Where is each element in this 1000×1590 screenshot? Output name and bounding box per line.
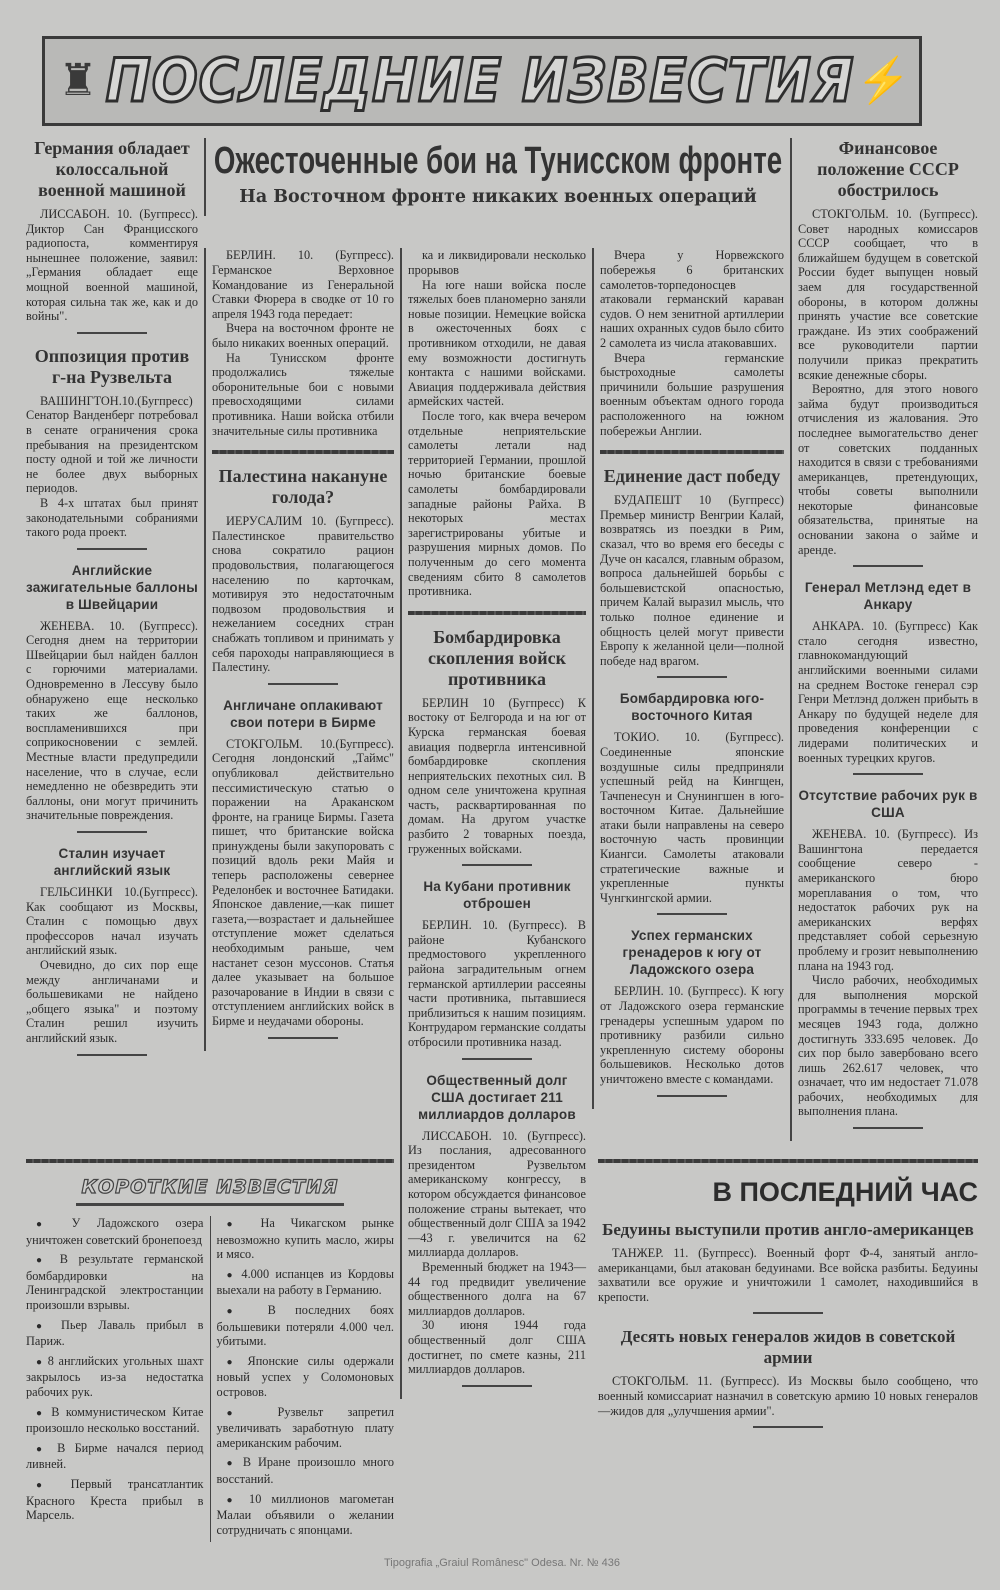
section-rule (26, 1159, 394, 1163)
article-paragraph (408, 696, 586, 857)
article-dateline: ТОКИО. 10. (Бугпресс). (614, 730, 784, 745)
short-news-left (26, 1216, 204, 1542)
article-text: Вчера у Норвежского побережья 6 британских самолетов-торпедоносцев атаковали германский караван судов. О нем зенитной артиллерии наших охранных судов было сбито 2 самолета из числа атаковавших. (600, 248, 784, 351)
article (26, 562, 198, 833)
article-paragraph (798, 207, 978, 382)
article-paragraph (212, 321, 394, 350)
short-news-item (26, 1477, 204, 1523)
article-text: После того, как вчера вечером отдельные неприятельские самолеты летали над территорией Германии, прошлой ночью британские боевые самолеты бомбардировали западные районы Райха. В некоторых местах зарегистрированы убитые и разрушения мирных домов. По полученным до сего момента сведениям сбито 8 самолетов противника. (408, 409, 586, 599)
article-text: Премьер министр Венгрии Калай, возвратясь из поездки в Рим, сказал, что во время его беседы с Дуче он касался, главным образом, вопроса дальнейшей борьбы с большевистской опасностью, причем Калай выразил мысль, что только полное единение и общность целей могут привести Европу к желанной цели—полной победе над врагом. (600, 507, 784, 668)
article-paragraph (408, 1129, 586, 1260)
article-paragraph (600, 493, 784, 668)
short-news-text: В Иране произошло много восстаний. (216, 1455, 394, 1486)
bullet-icon: ● (36, 1479, 71, 1491)
short-news-text: 10 миллионов магометан Малаи объявили о желании сотрудничать с японцами. (216, 1491, 394, 1537)
article-dateline: ТАНЖЕР. 11. (Бугпресс). (612, 1246, 757, 1261)
article-headline: Успех германских гренадеров к югу от Ладожского озера (622, 928, 762, 978)
article-paragraph (798, 973, 978, 1119)
article-paragraph (26, 619, 198, 823)
article-headline: Английские зажигательные баллоны в Швейцарии (26, 562, 198, 612)
short-news-text: В коммунистическом Китае произошло несколько восстаний. (26, 1404, 204, 1436)
article (26, 845, 198, 1056)
bullet-icon: ● (226, 1219, 261, 1231)
article-separator (657, 1095, 727, 1097)
bullet-icon: ● (36, 1255, 60, 1267)
article-paragraph (408, 409, 586, 599)
short-news-item (217, 1216, 395, 1262)
article (408, 878, 586, 1059)
short-news-text: 4.000 испанцев из Кордовы выехали на работу в Германию. (216, 1266, 395, 1298)
short-news-section (26, 1151, 400, 1542)
column-1 (26, 138, 204, 1068)
bullet-icon: ● (226, 1269, 242, 1281)
article-dateline: БУДАПЕШТ 10 (Бугпресс) (614, 493, 784, 508)
article (600, 466, 784, 678)
short-news-item (217, 1267, 395, 1298)
article-text: Диктор Сан Францисского радиопоста, комментируя нынешнее положение, заявил: „Германия обладает еще мощной военной машиной, которая сильна так же, как и до войны". (26, 221, 198, 324)
article-text: Сегодня днем на территории Швейцарии был найден баллон с горючими материалами. Одновременно в Лессуву было обнаружено еще несколько таких же баллонов, воспламенившихся при соприкосновении с землей. Местные власти предупредили население, что в случае, если немедленно не обезвредить эти баллоны, они могут причинить значительные повреждения. (26, 633, 198, 823)
last-hour-banner: В ПОСЛЕДНИЙ ЧАС (712, 1177, 978, 1208)
article-headline: Отсутствие рабочих рук в США (798, 788, 978, 821)
article-paragraph (798, 827, 978, 973)
article-separator (462, 1385, 532, 1387)
article-text: К югу от Ладожского озера германские гренадеры успешным ударом по противнику разбили сильно укрепленную систему обороны большевиков. Несколько дотов уничтожено вместе с командами. (600, 984, 784, 1086)
masthead-title: ПОСЛЕДНИЕ ИЗВЕСТИЯ (105, 46, 854, 116)
article-dateline: АНКАРА. 10. (Бугпресс) (812, 619, 951, 634)
section-rule (598, 1159, 978, 1163)
article-paragraph (408, 1260, 586, 1318)
short-news-text: Пьер Лаваль прибыл в Париж. (26, 1317, 204, 1349)
article-text: Военный форт Ф-4, занятый англо-американцами, был атакован бедуинами. Все войска разбиты. Бедуины захватили все оружие и уничтожили 1 самолет, находившийся в крепости. (598, 1246, 979, 1304)
article (598, 1326, 978, 1428)
article-text: К востоку от Белгорода и на юг от Курска германская боевая авиация подвергла интенсивной бомбардировке скопления неприятельских пехотных сил. В одном селе уничтожена крупная часть, расквартированная по домам. На другом участке разбито 2 товарных поезда, груженных войсками. (408, 695, 586, 856)
short-news-item (217, 1303, 395, 1349)
article-text: Временный бюджет на 1943—44 год предвидит увеличение общественного долга на 67 миллиардов долларов. (408, 1259, 586, 1318)
article-separator (77, 831, 147, 833)
article (212, 466, 394, 685)
masthead-title-box (103, 43, 856, 119)
article-text: В районе Кубанского предмостового укрепленного района заградительным огнем германской артиллерии рассеяны части противника, пытавшиеся приблизиться к нашим позициям. Контрударом германские солдаты отбросили противника назад. (408, 918, 586, 1049)
article-paragraph (408, 918, 586, 1049)
radio-tower-icon: ♜ (58, 56, 98, 105)
short-news-item (26, 1318, 204, 1349)
article-text: Соединенные японские воздушные силы предприняли успешный рейд на Кингщен, Тачпенесун и Снунингшен в юго-восточном Китае. Дальнейшие атаки были направлены на северо восточную часть провинции Киангси. Самолеты атаковали стратегические важные и укрепленные пункты Чунгкингской армии. (600, 744, 784, 905)
article-separator (268, 683, 338, 685)
article (798, 787, 978, 1129)
bullet-icon: ● (226, 1458, 243, 1470)
section-rule (600, 450, 784, 454)
article-text: Вчера германские быстроходные самолеты причинили большие разрушения военным объектам одного города расположенного на южном побережьи Англии. (600, 350, 784, 438)
article-headline: Десять новых генералов жидов в советской армии (620, 1327, 956, 1368)
article-dateline: БЕРЛИН. 10. (Бугпресс). (614, 984, 747, 999)
article-text: ка и ликвидировали несколько прорывов (408, 248, 586, 278)
article-paragraph (598, 1246, 978, 1304)
short-news-item (217, 1354, 395, 1400)
lead-subhead: На Восточном фронте никаких военных операций (239, 187, 757, 207)
article-dateline: ЖЕНЕВА. 10. (Бугпресс). (812, 827, 957, 842)
short-news-text: Первый трансатлантик Красного Креста прибыл в Марсель. (26, 1476, 204, 1523)
short-news-item (217, 1405, 395, 1451)
article-headline: Общественный долг США достигает 211 миллиардов долларов (418, 1072, 576, 1122)
article-dateline: БЕРЛИН. 10. (Бугпресс). (422, 918, 568, 933)
article-text: Сенатор Ванденберг потребовал в сенате ограничения срока пребывания на президентском посту одной и той же личности не более двух выборных периодов. (26, 408, 198, 496)
article-dateline: ЖЕНЕВА. 10. (Бугпресс). (40, 618, 198, 633)
lead-headline: Ожесточенные бои на Тунисском фронте (213, 140, 783, 182)
article (408, 1072, 586, 1387)
short-news-item (26, 1252, 204, 1312)
short-news-columns (26, 1216, 394, 1542)
article-dateline: СТОКГОЛЬМ. 11. (Бугпресс). (612, 1374, 780, 1389)
short-news-item (217, 1455, 395, 1486)
article-separator (462, 1058, 532, 1060)
short-news-text: На Чикагском рынке невозможно купить масло, жиры и мясо. (216, 1216, 394, 1262)
article-headline: На Кубани противник отброшен (423, 879, 571, 912)
article-paragraph (212, 351, 394, 439)
article-dateline: БЕРЛИН. 10. (Бугпресс). (226, 248, 394, 263)
article-headline: Единение даст победу (603, 466, 781, 487)
section-rule (76, 1203, 344, 1206)
article-headline: Палестина накануне голода? (218, 466, 388, 508)
article-dateline: ЛИССАБОН. 10. (Бугпресс). (40, 207, 198, 221)
section-rule (408, 611, 586, 615)
article-paragraph (212, 514, 394, 675)
column-2 (204, 248, 400, 1050)
article-dateline: ГЕЛЬСИНКИ 10.(Бугпресс). (40, 885, 198, 899)
article-headline: Оппозиция против г-на Рузвельта (34, 345, 190, 387)
article-paragraph (408, 1318, 586, 1376)
article-text: Палестинское правительство снова сократило рацион продовольствия, полагающегося населению по карточкам, мотивируя это недостаточным подвозом продовольствия и нежеланием соседних стран снабжать топливом и принимать у себя пароходы направляющиеся в Палестину. (212, 528, 394, 675)
section-rule (212, 450, 394, 454)
article-separator (268, 1037, 338, 1039)
article-separator (462, 864, 532, 866)
article-text: На Тунисском фронте продолжались тяжелые оборонительные бои с новыми превосходящими силами противника. Наши войска отбили значительные силы противника (212, 350, 394, 438)
article-headline: Финансовое положение СССР обострилось (817, 138, 959, 200)
article-paragraph (600, 351, 784, 439)
short-news-text: Японские силы одержали новый успех у Соломоновых островов. (216, 1353, 394, 1399)
short-news-text: У Ладожского озера уничтожен советский бронепоезд (26, 1216, 204, 1247)
article (600, 690, 784, 915)
article-paragraph (26, 958, 198, 1046)
bullet-icon: ● (226, 1306, 268, 1318)
short-news-item (26, 1405, 204, 1436)
short-news-text: Рузвельт запретил увеличивать заработную плату американским рабочим. (216, 1404, 394, 1450)
article (26, 138, 198, 334)
article-paragraph (408, 278, 586, 409)
article-text: Как стало сегодня известно, главнокомандующий английскими военными силами на среднем Востоке генерал сэр Генри Метлэнд должен прибыть в Анкару по будущей неделе для проведения конференции с лидерами политических и военных турецких кругов. (798, 619, 978, 765)
article-text: 30 июня 1944 года общественный долг США достигнет, по смете казны, 211 миллиардов долларов. (408, 1318, 586, 1377)
article-paragraph (26, 207, 198, 324)
article-separator (77, 1054, 147, 1056)
article-headline: Бомбардировка скопления войск противника (428, 626, 566, 689)
article (798, 138, 978, 567)
article-separator (753, 1312, 823, 1314)
short-news-text: В результате германской бомбардировки на Ленинградской электростанции произошли взрывы. (26, 1252, 204, 1313)
article-separator (853, 773, 923, 775)
article-separator (77, 332, 147, 334)
article-dateline: ВАШИНГТОН.10.(Бугпресс) (40, 393, 193, 408)
article (212, 697, 394, 1039)
article-dateline: БЕРЛИН 10 (Бугпресс) (422, 695, 564, 710)
lead-header (204, 138, 790, 216)
article-paragraph (26, 496, 198, 540)
article-paragraph (600, 984, 784, 1086)
short-news-item (26, 1216, 204, 1247)
column-3 (400, 248, 592, 1398)
article-text: Из Москвы было сообщено, что военный комиссариат назначил в советскую армию 10 новых генералов—жидов для „улучшения армии". (598, 1374, 978, 1418)
article-paragraph (600, 730, 784, 905)
article-text: Сегодня лондонский „Таймс" опубликовал действительно пессимистическую статью о поражении на Араканском фронте, на границе Бирмы. Газета пишет, что британские войска принуждены были закупоровать с позиций вдоль реки Майя и теперь расположены севернее Ределонбек и восточнее Батидаки. Японское давление,—как пишет газета,—возрастает и дальнейшее отступление может сделаться необходимым раньше, чем настанет сезон муссонов. Статья далее указывает на большое разочарование в Индии в связи с отступлением английских войск в Бирме и неудачами обороны. (212, 751, 394, 1028)
short-news-right (210, 1216, 395, 1542)
article-text: На юге наши войска после тяжелых боев планомерно заняли новые позиции. Немецкие войска в ожесточенных боях с противником отходили, не давая ему возможности достигнуть контакта с нашими войсками. Авиация поддерживала действия армейских частей. (408, 277, 586, 409)
article-paragraph (408, 248, 586, 277)
lightning-pylon-icon: ⚡ (856, 56, 911, 105)
article-headline: Германия обладает колоссальной военной машиной (34, 138, 190, 200)
bullet-icon: ● (36, 1443, 58, 1455)
article-text: Вероятно, для этого нового займа будут производиться отчисления из жалования. Это последнее вымогательство денег от советских подданных находится в связи с требованиями американцев, претендующих, чтобы советы выполнили некоторые финансовые обязательства, принятые на основании закона о займе и аренде. (798, 382, 978, 557)
article (26, 346, 198, 550)
lead-article-part (600, 248, 784, 438)
short-news-item (26, 1354, 204, 1400)
short-news-text: В Бирме начался период ливней. (26, 1440, 204, 1472)
article (600, 927, 784, 1096)
article-paragraph (26, 394, 198, 496)
lead-headline-box (212, 138, 784, 184)
article-text: Из послания, адресованного президентом Рузвельтом американскому конгрессу, в котором обсуждается финансовое положение страны вытекает, что общественный долг США за 1942—43 г. увеличится на 62 миллиарда долларов. (408, 1143, 586, 1260)
article-headline: Англичане оплакивают свои потери в Бирме (223, 697, 383, 730)
article-paragraph (598, 1374, 978, 1418)
article-separator (657, 913, 727, 915)
short-news-text: В последних боях большевики потеряли 4.000 чел. убитыми. (216, 1303, 394, 1349)
last-hour-section (592, 1151, 978, 1440)
printer-imprint: Tipografia „Graiul Românesc" Odesa. Nr. № 436 (383, 1557, 620, 1570)
short-news-title: КОРОТКИЕ ИЗВЕСТИЯ (81, 1176, 339, 1199)
article-text: Из Вашингтона передается сообщение северо - американского бюро мореплавания о том, что недостаток рабочих рук на американских верфях представляет собой серьезную проблему и грозит невыполнению плана на 1943 год. (798, 827, 978, 973)
article-headline: Бедуины выступили против англо-американцев (602, 1220, 974, 1240)
article-text: Германское Верховное Командование из Генеральной Ставки Фюрера в сводке от 10 го апреля 1943 года передает: (212, 263, 394, 321)
article-paragraph (600, 248, 784, 350)
article-separator (853, 1127, 923, 1129)
article-headline: Сталин изучает английский язык (53, 846, 171, 878)
article-dateline: СТОКГОЛЬМ. 10.(Бугпресс). (226, 736, 394, 751)
bullet-icon: ● (36, 1320, 61, 1332)
bullet-icon: ● (226, 1494, 250, 1506)
article-dateline: ИЕРУСАЛИМ 10. (Бугпресс). (226, 514, 394, 529)
article-paragraph (798, 382, 978, 557)
article-separator (753, 1426, 823, 1428)
article-paragraph (212, 737, 394, 1029)
page-columns (26, 138, 978, 1542)
column-5 (790, 138, 978, 1141)
article-headline: Генерал Метлэнд едет в Анкару (804, 580, 972, 613)
short-news-text: 8 английских угольных шахт закрылось из-за недостатка рабочих рук. (26, 1353, 204, 1399)
article-text: Очевидно, до сих пор еще между англичанами и большевиками не найдено „общего языка" и поэтому Сталин решил изучить английский язык. (26, 957, 198, 1045)
article-text: Вчера на восточном фронте не было никаких военных операций. (212, 321, 394, 351)
article-separator (77, 548, 147, 550)
short-news-item (26, 1441, 204, 1472)
article (408, 627, 586, 867)
column-4 (592, 248, 790, 1108)
article-paragraph (26, 885, 198, 958)
bullet-icon: ● (36, 1219, 72, 1231)
article-headline: Бомбардировка юго-восточного Китая (619, 691, 765, 724)
lead-article-part (212, 248, 394, 438)
article-dateline: СТОКГОЛЬМ. 10. (Бугпресс). (812, 207, 978, 221)
article-text: Число рабочих, необходимых для выполнения морской программы в течение первых трех месяцев 1943 года, должно достигнуть 333.695 человек. До сих пор было завербовано всего лишь 262.617 человек, что означает, что им недостает 71.078 рабочих, необходимых для выполнения плана. (798, 973, 978, 1119)
article-text: В 4-х штатах был принят законодательными собраниями такого рода проект. (26, 495, 198, 540)
article-dateline: ЛИССАБОН. 10. (Бугпресс). (422, 1128, 586, 1143)
article-text: Как сообщают из Москвы, Сталин с помощью двух профессоров начал изучать английский язык. (26, 899, 198, 958)
article-separator (853, 565, 923, 567)
article-paragraph (798, 619, 978, 765)
bullet-icon: ● (226, 1407, 278, 1419)
masthead (42, 36, 922, 126)
article-text: Совет народных комиссаров СССР сообщает, что в ближайшем будущем в советской России будет выпущен новый заем для государственной обороны, в котором должны принять участие все советские граждане. Из этих соображений все руководители партии получили приказ прекратить всякие денежные сборы. (798, 221, 978, 382)
article (798, 579, 978, 775)
short-news-item (217, 1492, 395, 1538)
article-paragraph (212, 248, 394, 321)
article-separator (657, 676, 727, 678)
bullet-icon: ● (36, 1407, 52, 1419)
lead-article-part (408, 248, 586, 598)
article (598, 1219, 978, 1314)
bullet-icon: ● (36, 1356, 48, 1368)
bullet-icon: ● (226, 1356, 248, 1368)
